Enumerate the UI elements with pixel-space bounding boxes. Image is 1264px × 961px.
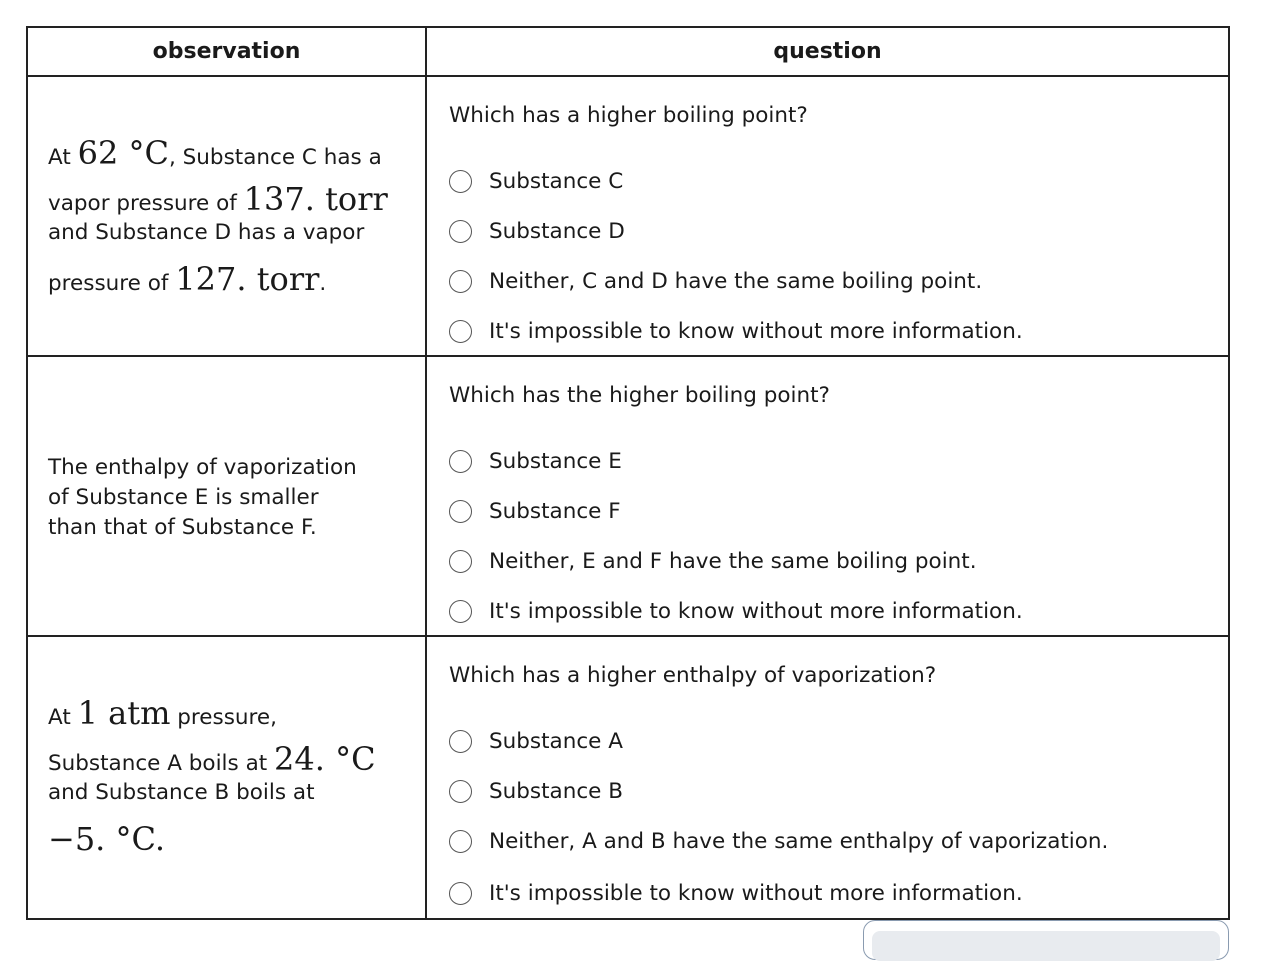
radio-button[interactable] (449, 500, 472, 523)
observation-text-1: At 62 °C, Substance C has a vapor pressure of 137. torr and Substance D has a vapor pressure of 127. torr. (48, 134, 388, 298)
question-cell-2: Which has the higher boiling point? Substance E Substance F Neither, E and F have the same boiling point. It's impossible to know without more information. (427, 357, 1228, 637)
observation-cell-2 (28, 357, 427, 637)
header-question: question (427, 28, 1228, 77)
radio-button[interactable] (449, 830, 472, 853)
radio-button[interactable] (449, 730, 472, 753)
partial-action-button[interactable] (872, 931, 1220, 961)
observation-text-2: The enthalpy of vaporization of Substance E is smaller than that of Substance F. (48, 455, 357, 540)
radio-button[interactable] (449, 600, 472, 623)
question-text-2: Which has the higher boiling point? (449, 383, 830, 408)
observation-text-3: At 1 atm pressure, Substance A boils at 24. °C and Substance B boils at −5. °C. (48, 694, 376, 858)
observation-cell-3 (28, 637, 427, 918)
radio-button[interactable] (449, 882, 472, 905)
radio-button[interactable] (449, 270, 472, 293)
header-observation: observation (28, 28, 427, 77)
question-text-3: Which has a higher enthalpy of vaporization? (449, 663, 937, 688)
radio-button[interactable] (449, 780, 472, 803)
question-cell-3: Which has a higher enthalpy of vaporization? Substance A Substance B Neither, A and B have the same enthalpy of vaporization. It's impossible to know without more information. (449, 663, 1109, 906)
radio-button[interactable] (449, 320, 472, 343)
partial-action-panel[interactable] (863, 920, 1229, 960)
radio-button[interactable] (449, 450, 472, 473)
observation-question-table (26, 26, 1230, 920)
question-text-1: Which has a higher boiling point? (449, 103, 808, 128)
observation-cell-1 (28, 77, 427, 357)
radio-button[interactable] (449, 550, 472, 573)
radio-button[interactable] (449, 170, 472, 193)
radio-button[interactable] (449, 220, 472, 243)
question-cell-1: Which has a higher boiling point? Substance C Substance D Neither, C and D have the same boiling point. It's impossible to know without more information. (427, 77, 1228, 357)
